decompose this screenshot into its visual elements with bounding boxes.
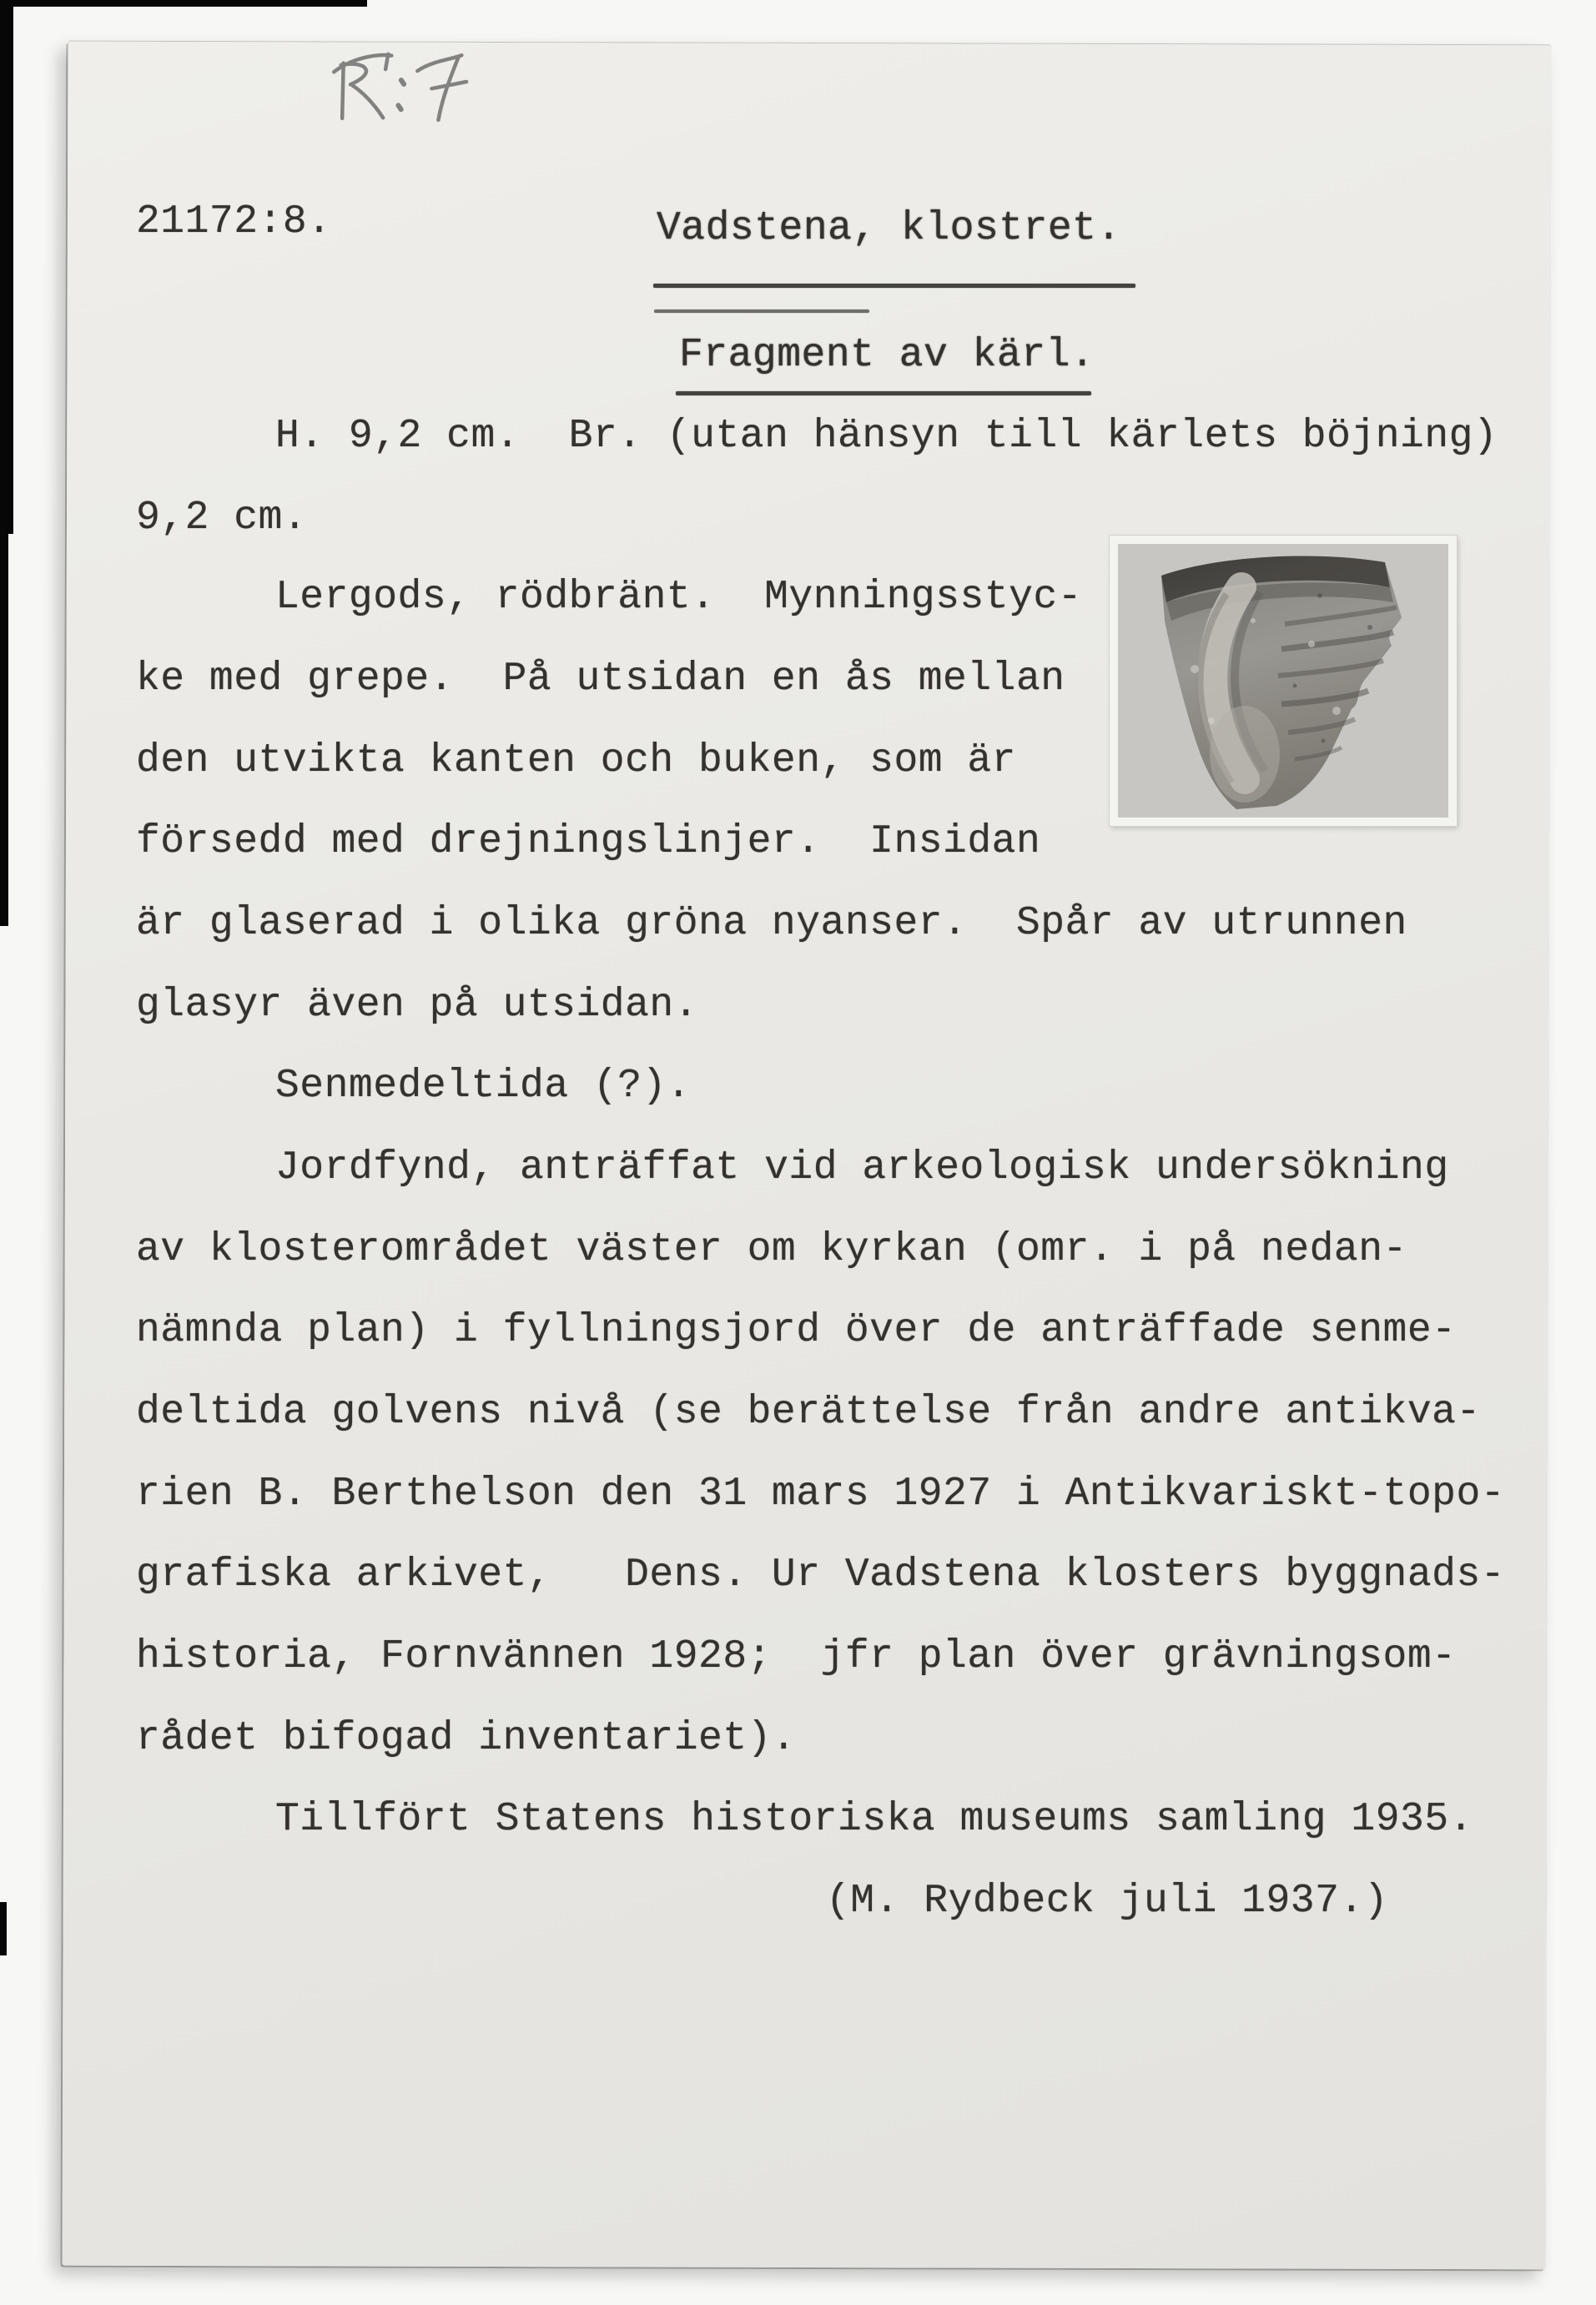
- scan-edge-artifact: [0, 0, 367, 7]
- text-line: försedd med drejningslinjer. Insidan: [136, 819, 1041, 864]
- artifact-photo: [1110, 536, 1457, 826]
- subtitle-underline: [676, 391, 1091, 395]
- scan-edge-artifact: [0, 0, 13, 534]
- pottery-fragment-image: [1118, 544, 1448, 818]
- text-line: den utvikta kanten och buken, som är: [136, 738, 1016, 783]
- pencil-annotation-graphic: [312, 36, 493, 162]
- text-line: rådet bifogad inventariet).: [136, 1716, 797, 1761]
- text-line: Senmedeltida (?).: [275, 1064, 692, 1109]
- text-line: av klosterområdet väster om kyrkan (omr. i på nedan-: [136, 1227, 1407, 1272]
- text-line: deltida golvens nivå (se berättelse från andre antikva-: [136, 1390, 1481, 1435]
- card-title: Vadstena, klostret.: [657, 206, 1121, 251]
- text-line: H. 9,2 cm. Br. (utan hänsyn till kärlets böjning): [275, 414, 1498, 459]
- text-line: (M. Rydbeck juli 1937.): [826, 1879, 1389, 1924]
- card-subtitle: Fragment av kärl.: [679, 333, 1095, 378]
- text-line: nämnda plan) i fyllningsjord över de anträffade senme-: [136, 1308, 1457, 1353]
- scan-edge-artifact: [0, 1902, 7, 1955]
- text-line: Lergods, rödbränt. Mynningsstyc-: [275, 575, 1083, 620]
- text-line: rien B. Berthelson den 31 mars 1927 i Antikvariskt-topo-: [136, 1472, 1506, 1517]
- text-line: Tillfört Statens historiska museums samling 1935.: [275, 1797, 1473, 1842]
- inventory-number: 21172:8.: [136, 199, 332, 244]
- title-underline: [653, 284, 1135, 288]
- scan-edge-artifact: [0, 534, 8, 926]
- text-line: Jordfynd, anträffat vid arkeologisk undersökning: [275, 1145, 1449, 1190]
- title-underline-short: [654, 310, 869, 313]
- text-line: historia, Fornvännen 1928; jfr plan över grävningsom-: [136, 1634, 1457, 1679]
- text-line: ke med grepe. På utsidan en ås mellan: [136, 657, 1065, 702]
- text-line: grafiska arkivet, Dens. Ur Vadstena klosters byggnads-: [136, 1553, 1506, 1598]
- text-line: är glaserad i olika gröna nyanser. Spår av utrunnen: [136, 901, 1407, 946]
- text-line: 9,2 cm.: [136, 496, 308, 541]
- pencil-annotation: [312, 36, 493, 162]
- text-line: glasyr även på utsidan.: [136, 983, 699, 1028]
